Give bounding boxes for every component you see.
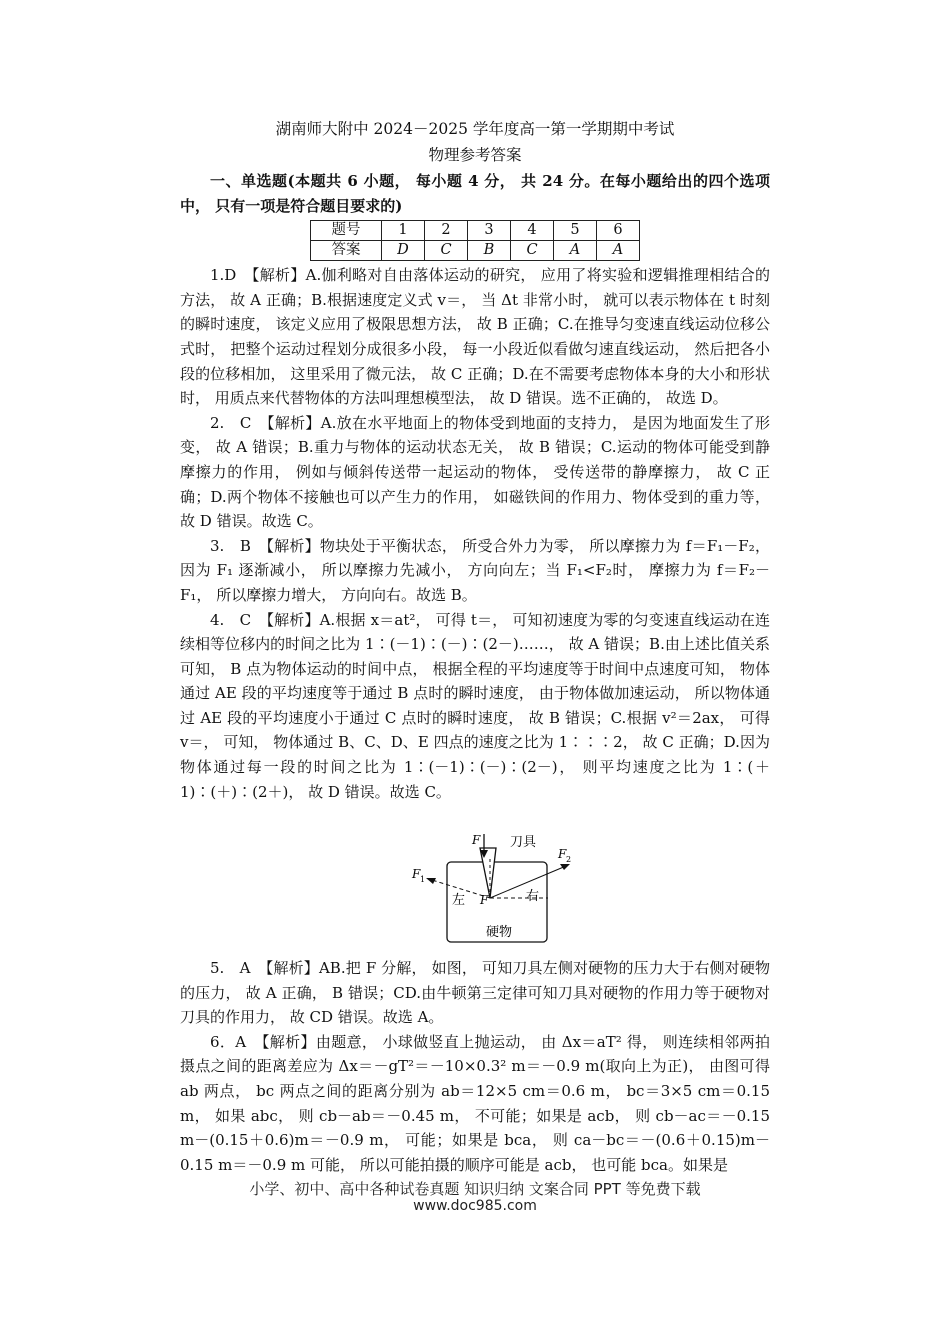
table-cell: 4: [511, 221, 554, 241]
label-F: F: [472, 833, 481, 847]
table-cell: D: [382, 241, 425, 261]
table-cell: 3: [468, 221, 511, 241]
footer-website[interactable]: www.doc985.com: [413, 1198, 537, 1214]
label-F1: F: [412, 867, 421, 881]
explanation-5: 5. A 【解析】AB.把 F 分解， 如图， 可知刀具左侧对硬物的压力大于右侧对硬物的压力， 故 A 正确， B 错误；CD.由牛顿第三定律可知刀具对硬物的作用力等于硬物对刀具的作用力， 故 CD 错误。故选 A。: [180, 959, 770, 1027]
explanation-4: 4. C 【解析】A.根据 x＝at²， 可得 t＝， 可知初速度为零的匀变速直线运动在连续相等位移内的时间之比为 1∶(－1)∶(－)∶(2－)……， 故 A 错误；B.由上述比值关系可知， B 点为物体运动的时间中点， 根据全程的平均速度等于时间中点速度可知， 物体通过 AE 段的平均速度等于通过 B 点时的瞬时速度， 由于物体做加速运动， 所以物体通过 AE 段的平均速度小于通过 C 点时的瞬时速度， 故 B 错误；C.根据 v²＝2ax， 可得 v＝， 可知， 物体通过 B、C、D、E 四点的速度之比为 1∶∶∶2， 故 C 正确；D.因为物体通过每一段的时间之比为 1∶(－1)∶(－)∶(2－)， 则平均速度之比为 1∶(＋1)∶(＋)∶(2＋)， 故 D 错误。故选 C。: [180, 610, 770, 801]
table-header-question: 题号: [311, 221, 382, 241]
section-heading: 一、单选题(本题共 6 小题， 每小题 4 分， 共 24 分。在每小题给出的四个选项中， 只有一项是符合题目要求的): [180, 172, 770, 215]
label-right: 右: [526, 889, 540, 904]
table-cell: A: [554, 241, 597, 261]
label-left: 左: [452, 893, 466, 908]
table-cell: 1: [382, 221, 425, 241]
footer-promo: 小学、初中、高中各种试卷真题 知识归纳 文案合同 PPT 等免费下载: [249, 1180, 701, 1198]
section-continued: [180, 956, 770, 1177]
answer-table: [310, 220, 640, 261]
knife-force-diagram: [400, 828, 590, 948]
table-cell: C: [425, 241, 468, 261]
knife-shape: [480, 848, 496, 898]
explanation-3: 3. B 【解析】物块处于平衡状态， 所受合外力为零， 所以摩擦力为 f＝F₁－F₂， 因为 F₁ 逐渐减小， 所以摩擦力先减小， 方向向左；当 F₁<F₂时， 摩擦力为 f＝F₂－F₁， 所以摩擦力增大， 方向向右。故选 B。: [180, 536, 770, 604]
table-cell: 2: [425, 221, 468, 241]
label-F2: F: [558, 847, 567, 861]
explanation-6: 6．A 【解析】由题意， 小球做竖直上抛运动， 由 Δx＝aT² 得， 则连续相邻两拍摄点之间的距离差应为 Δx＝－gT²＝－10×0.3² m＝－0.9 m(取向上为正)， 由图可得 ab 两点， bc 两点之间的距离分别为 ab＝12×5 cm＝0.6 m， bc＝3×5 cm＝0.15 m， 如果 abc， 则 cb－ab＝－0.45 m， 不可能；如果是 acb， 则 cb－ac＝－0.15 m－(0.15＋0.6)m＝－0.9 m， 可能；如果是 bca， 则 ca－bc＝－(0.6＋0.15)m－0.15 m＝－0.9 m 可能， 所以可能拍摄的顺序可能是 acb， 也可能 bca。如果是: [180, 1032, 770, 1174]
explanation-1: 1.D 【解析】A.伽利略对自由落体运动的研究， 应用了将实验和逻辑推理相结合的方法， 故 A 正确；B.根据速度定义式 v＝， 当 Δt 非常小时， 就可以表示物体在 t 时刻的瞬时速度， 该定义应用了极限思想方法， 故 B 正确；C.在推导匀变速直线运动位移公式时， 把整个运动过程划分成很多小段， 每一小段近似看做匀速直线运动， 然后把各小段的位移相加， 这里采用了微元法， 故 C 正确；D.在不需要考虑物体本身的大小和形状时， 用质点来代替物体的方法叫理想模型法， 故 D 错误。选不正确的， 故选 D。: [180, 266, 770, 408]
table-row-answers: [311, 241, 640, 261]
arrow-head: [560, 864, 570, 870]
table-cell: B: [468, 241, 511, 261]
table-cell: A: [597, 241, 640, 261]
section-single-choice: [180, 169, 770, 804]
table-cell: 6: [597, 221, 640, 241]
table-row-numbers: [311, 221, 640, 241]
arrow-head: [426, 878, 436, 884]
label-F-inner: F: [480, 893, 489, 907]
table-cell: C: [511, 241, 554, 261]
label-hard-object: 硬物: [486, 925, 513, 940]
table-header-answer: 答案: [311, 241, 382, 261]
answer-subtitle: 物理参考答案: [428, 146, 522, 164]
exam-title: 湖南师大附中 2024－2025 学年度高一第一学期期中考试: [275, 120, 675, 138]
label-tool: 刀具: [510, 835, 537, 850]
explanation-2: 2. C 【解析】A.放在水平地面上的物体受到地面的支持力， 是因为地面发生了形变， 故 A 错误；B.重力与物体的运动状态无关， 故 B 错误；C.运动的物体可能受到静摩擦力的作用， 例如与倾斜传送带一起运动的物体， 受传送带的静摩擦力， 故 C 正确；D.两个物体不接触也可以产生力的作用， 如磁铁间的作用力、物体受到的重力等， 故 D 错误。故选 C。: [180, 413, 770, 531]
table-cell: 5: [554, 221, 597, 241]
label-F2-sub: 2: [566, 855, 572, 864]
label-F1-sub: 1: [420, 875, 426, 884]
